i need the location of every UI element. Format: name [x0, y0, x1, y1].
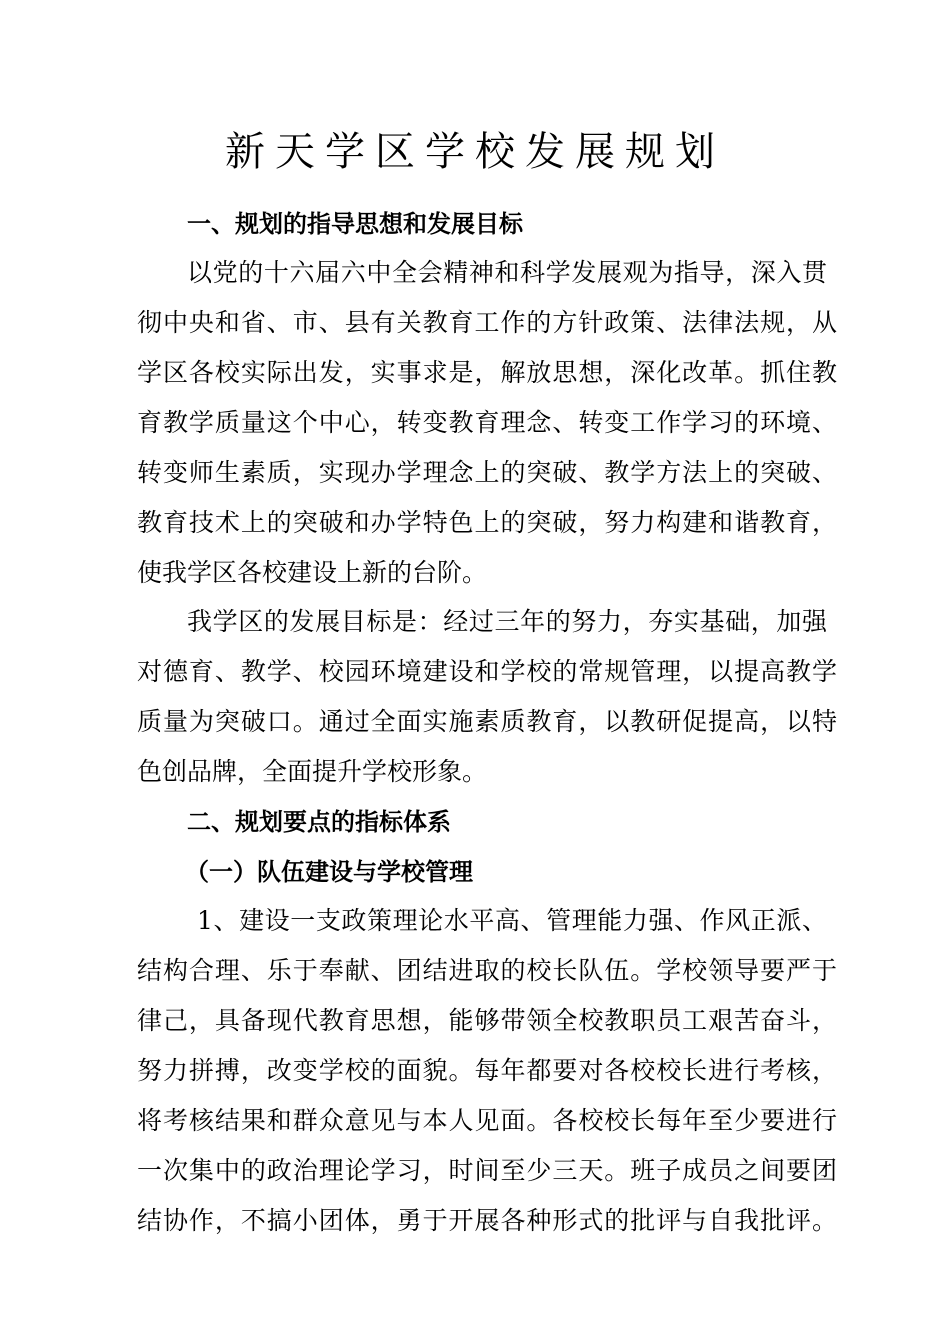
section-2-heading: 二、规划要点的指标体系	[187, 808, 451, 836]
paragraph-line: 一次集中的政治理论学习，时间至少三天。班子成员之间要团	[137, 1156, 837, 1185]
paragraph-line: 以党的十六届六中全会精神和科学发展观为指导，深入贯	[187, 258, 827, 287]
paragraph-line: 1、建设一支政策理论水平高、管理能力强、作风正派、	[197, 906, 827, 935]
paragraph-line: 我学区的发展目标是：经过三年的努力，夯实基础，加强	[187, 607, 827, 636]
paragraph-line: 将考核结果和群众意见与本人见面。各校校长每年至少要进行	[137, 1106, 837, 1135]
paragraph-line: 律己，具备现代教育思想，能够带领全校教职员工艰苦奋斗，	[137, 1006, 837, 1035]
paragraph-line: 教育技术上的突破和办学特色上的突破，努力构建和谐教育，	[137, 508, 837, 537]
paragraph-line: 质量为突破口。通过全面实施素质教育，以教研促提高，以特	[137, 707, 837, 736]
paragraph-line: 色创品牌，全面提升学校形象。	[137, 757, 488, 786]
section-1-heading: 一、规划的指导思想和发展目标	[187, 210, 523, 238]
paragraph-line: 转变师生素质，实现办学理念上的突破、教学方法上的突破、	[137, 458, 837, 487]
paragraph-line: 结构合理、乐于奉献、团结进取的校长队伍。学校领导要严于	[137, 956, 837, 985]
paragraph-line: 使我学区各校建设上新的台阶。	[137, 558, 488, 587]
paragraph-line: 努力拼搏，改变学校的面貌。每年都要对各校校长进行考核，	[137, 1056, 837, 1085]
paragraph-line: 彻中央和省、市、县有关教育工作的方针政策、法律法规，从	[137, 308, 837, 337]
paragraph-line: 育教学质量这个中心，转变教育理念、转变工作学习的环境、	[137, 408, 837, 437]
paragraph-line: 结协作，不搞小团体，勇于开展各种形式的批评与自我批评。	[137, 1206, 837, 1235]
paragraph-line: 学区各校实际出发，实事求是，解放思想，深化改革。抓住教	[137, 358, 837, 387]
paragraph-line: 对德育、教学、校园环境建设和学校的常规管理，以提高教学	[137, 657, 837, 686]
section-2-subheading: （一）队伍建设与学校管理	[185, 858, 473, 886]
document-title: 新天学区学校发展规划	[225, 129, 725, 175]
